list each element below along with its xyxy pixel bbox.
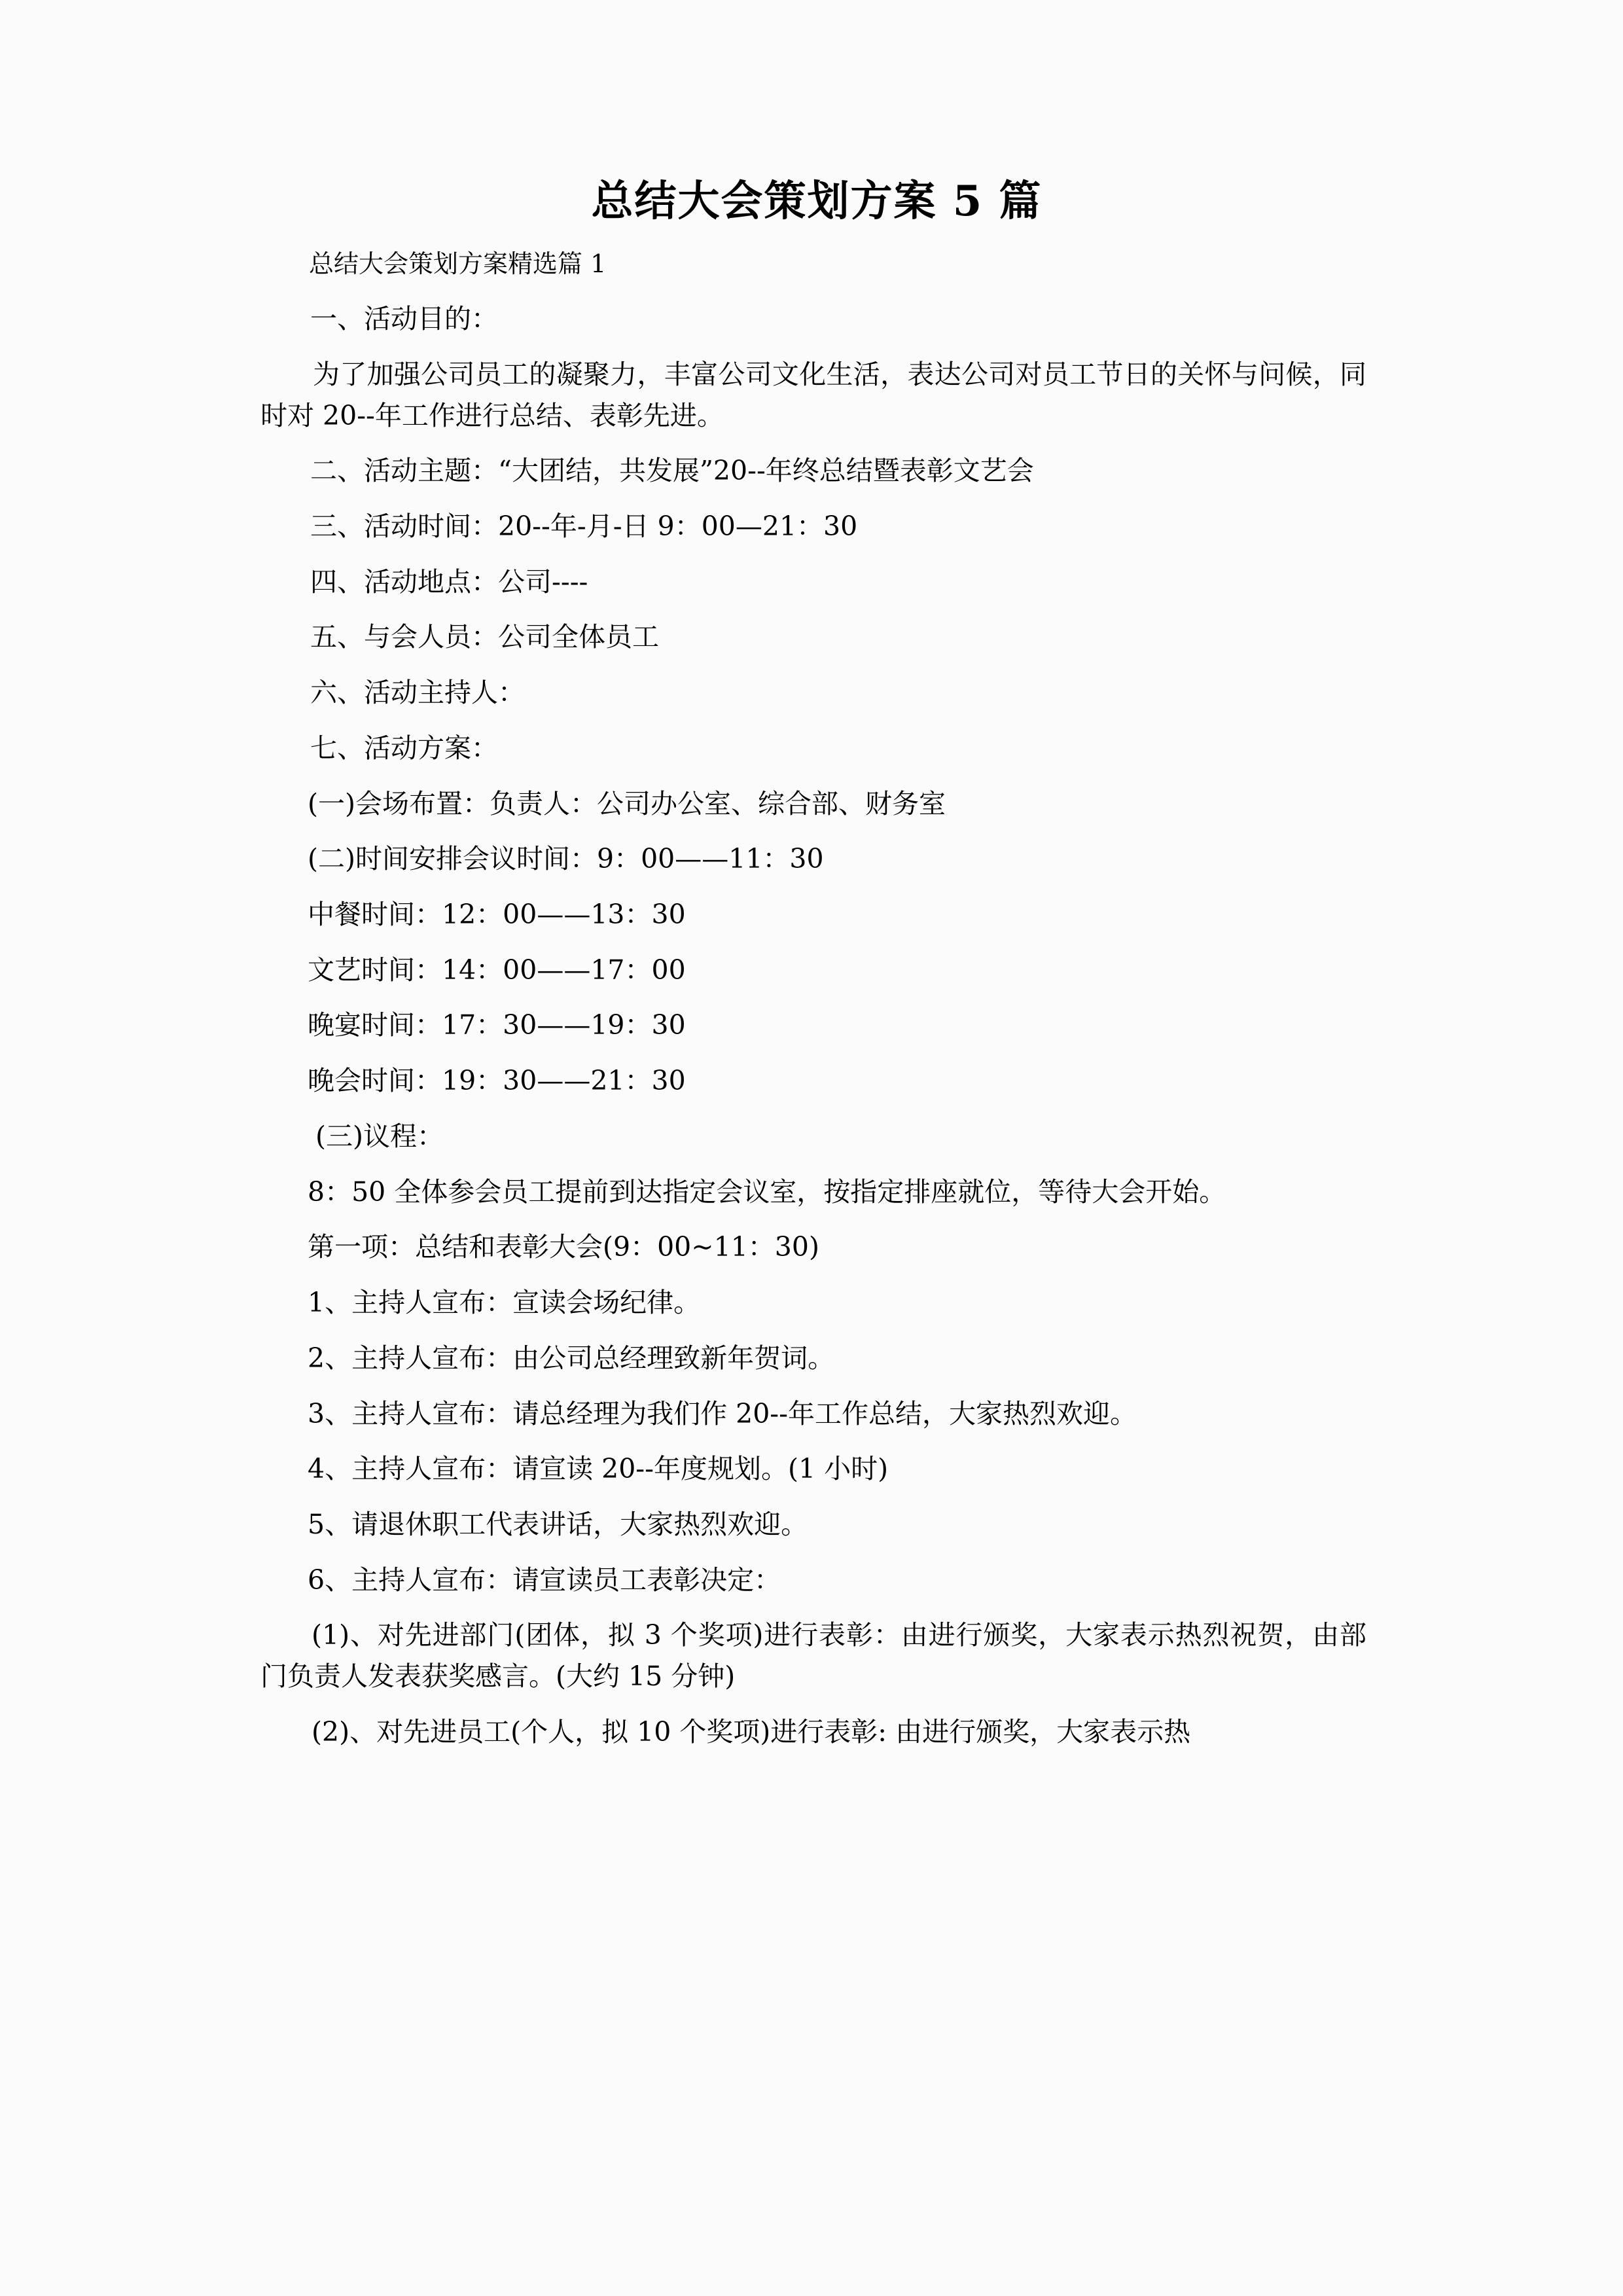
section-heading-plan: 七、活动方案： — [310, 732, 498, 764]
paragraph-purpose-body: 为了加强公司员工的凝聚力，丰富公司文化生活，表达公司对员工节日的关怀与问候，同时对 20--年工作进行总结、表彰先进。 — [260, 358, 1366, 431]
page-title: 总结大会策划方案 5 篇 — [591, 177, 1043, 226]
schedule-row-party: 晚会时间：19：30——21：30 — [308, 1065, 686, 1097]
subsection-schedule-meeting: (二)时间安排会议时间：9：00——11：30 — [308, 843, 824, 875]
schedule-row-arts: 文艺时间：14：00——17：00 — [308, 954, 686, 986]
schedule-row-lunch: 中餐时间：12：00——13：30 — [308, 899, 686, 931]
subsection-agenda-heading: (三)议程： — [315, 1120, 444, 1152]
source-line: 总结大会策划方案精选篇 1 — [309, 249, 607, 278]
section-heading-time: 三、活动时间：20--年-月-日 9：00—21：30 — [310, 511, 858, 542]
section-heading-host: 六、活动主持人： — [310, 677, 525, 709]
agenda-item-one: 第一项：总结和表彰大会(9：00~11：30) — [308, 1231, 819, 1263]
section-heading-place: 四、活动地点：公司---- — [310, 565, 588, 598]
award-item-1: (1)、对先进部门(团体，拟 3 个奖项)进行表彰：由进行颁奖，大家表示热烈祝贺，由部门负责人发表获奖感言。(大约 15 分钟) — [260, 1619, 1366, 1693]
section-heading-participants: 五、与会人员：公司全体员工 — [310, 621, 659, 653]
agenda-step-2: 2、主持人宣布：由公司总经理致新年贺词。 — [308, 1342, 835, 1374]
section-heading-theme: 二、活动主题：“大团结，共发展”20--年终总结暨表彰文艺会 — [310, 455, 1034, 487]
agenda-step-4: 4、主持人宣布：请宣读 20--年度规划。(1 小时) — [308, 1453, 889, 1485]
agenda-step-5: 5、请退休职工代表讲话，大家热烈欢迎。 — [308, 1508, 808, 1540]
agenda-step-1: 1、主持人宣布：宣读会场纪律。 — [308, 1287, 701, 1319]
agenda-step-3: 3、主持人宣布：请总经理为我们作 20--年工作总结，大家热烈欢迎。 — [308, 1397, 1137, 1429]
schedule-row-banquet: 晚宴时间：17：30——19：30 — [308, 1009, 686, 1041]
section-heading-purpose: 一、活动目的： — [310, 303, 498, 335]
subsection-venue-setup: (一)会场布置：负责人：公司办公室、综合部、财务室 — [308, 787, 946, 819]
agenda-arrival-note: 8：50 全体参会员工提前到达指定会议室，按指定排座就位，等待大会开始。 — [308, 1175, 1226, 1208]
document-body — [260, 175, 1366, 1767]
award-item-2: (2)、对先进员工(个人，拟 10 个奖项)进行表彰: 由进行颁奖，大家表示热 — [312, 1715, 1191, 1748]
agenda-step-6: 6、主持人宣布：请宣读员工表彰决定： — [308, 1564, 781, 1596]
